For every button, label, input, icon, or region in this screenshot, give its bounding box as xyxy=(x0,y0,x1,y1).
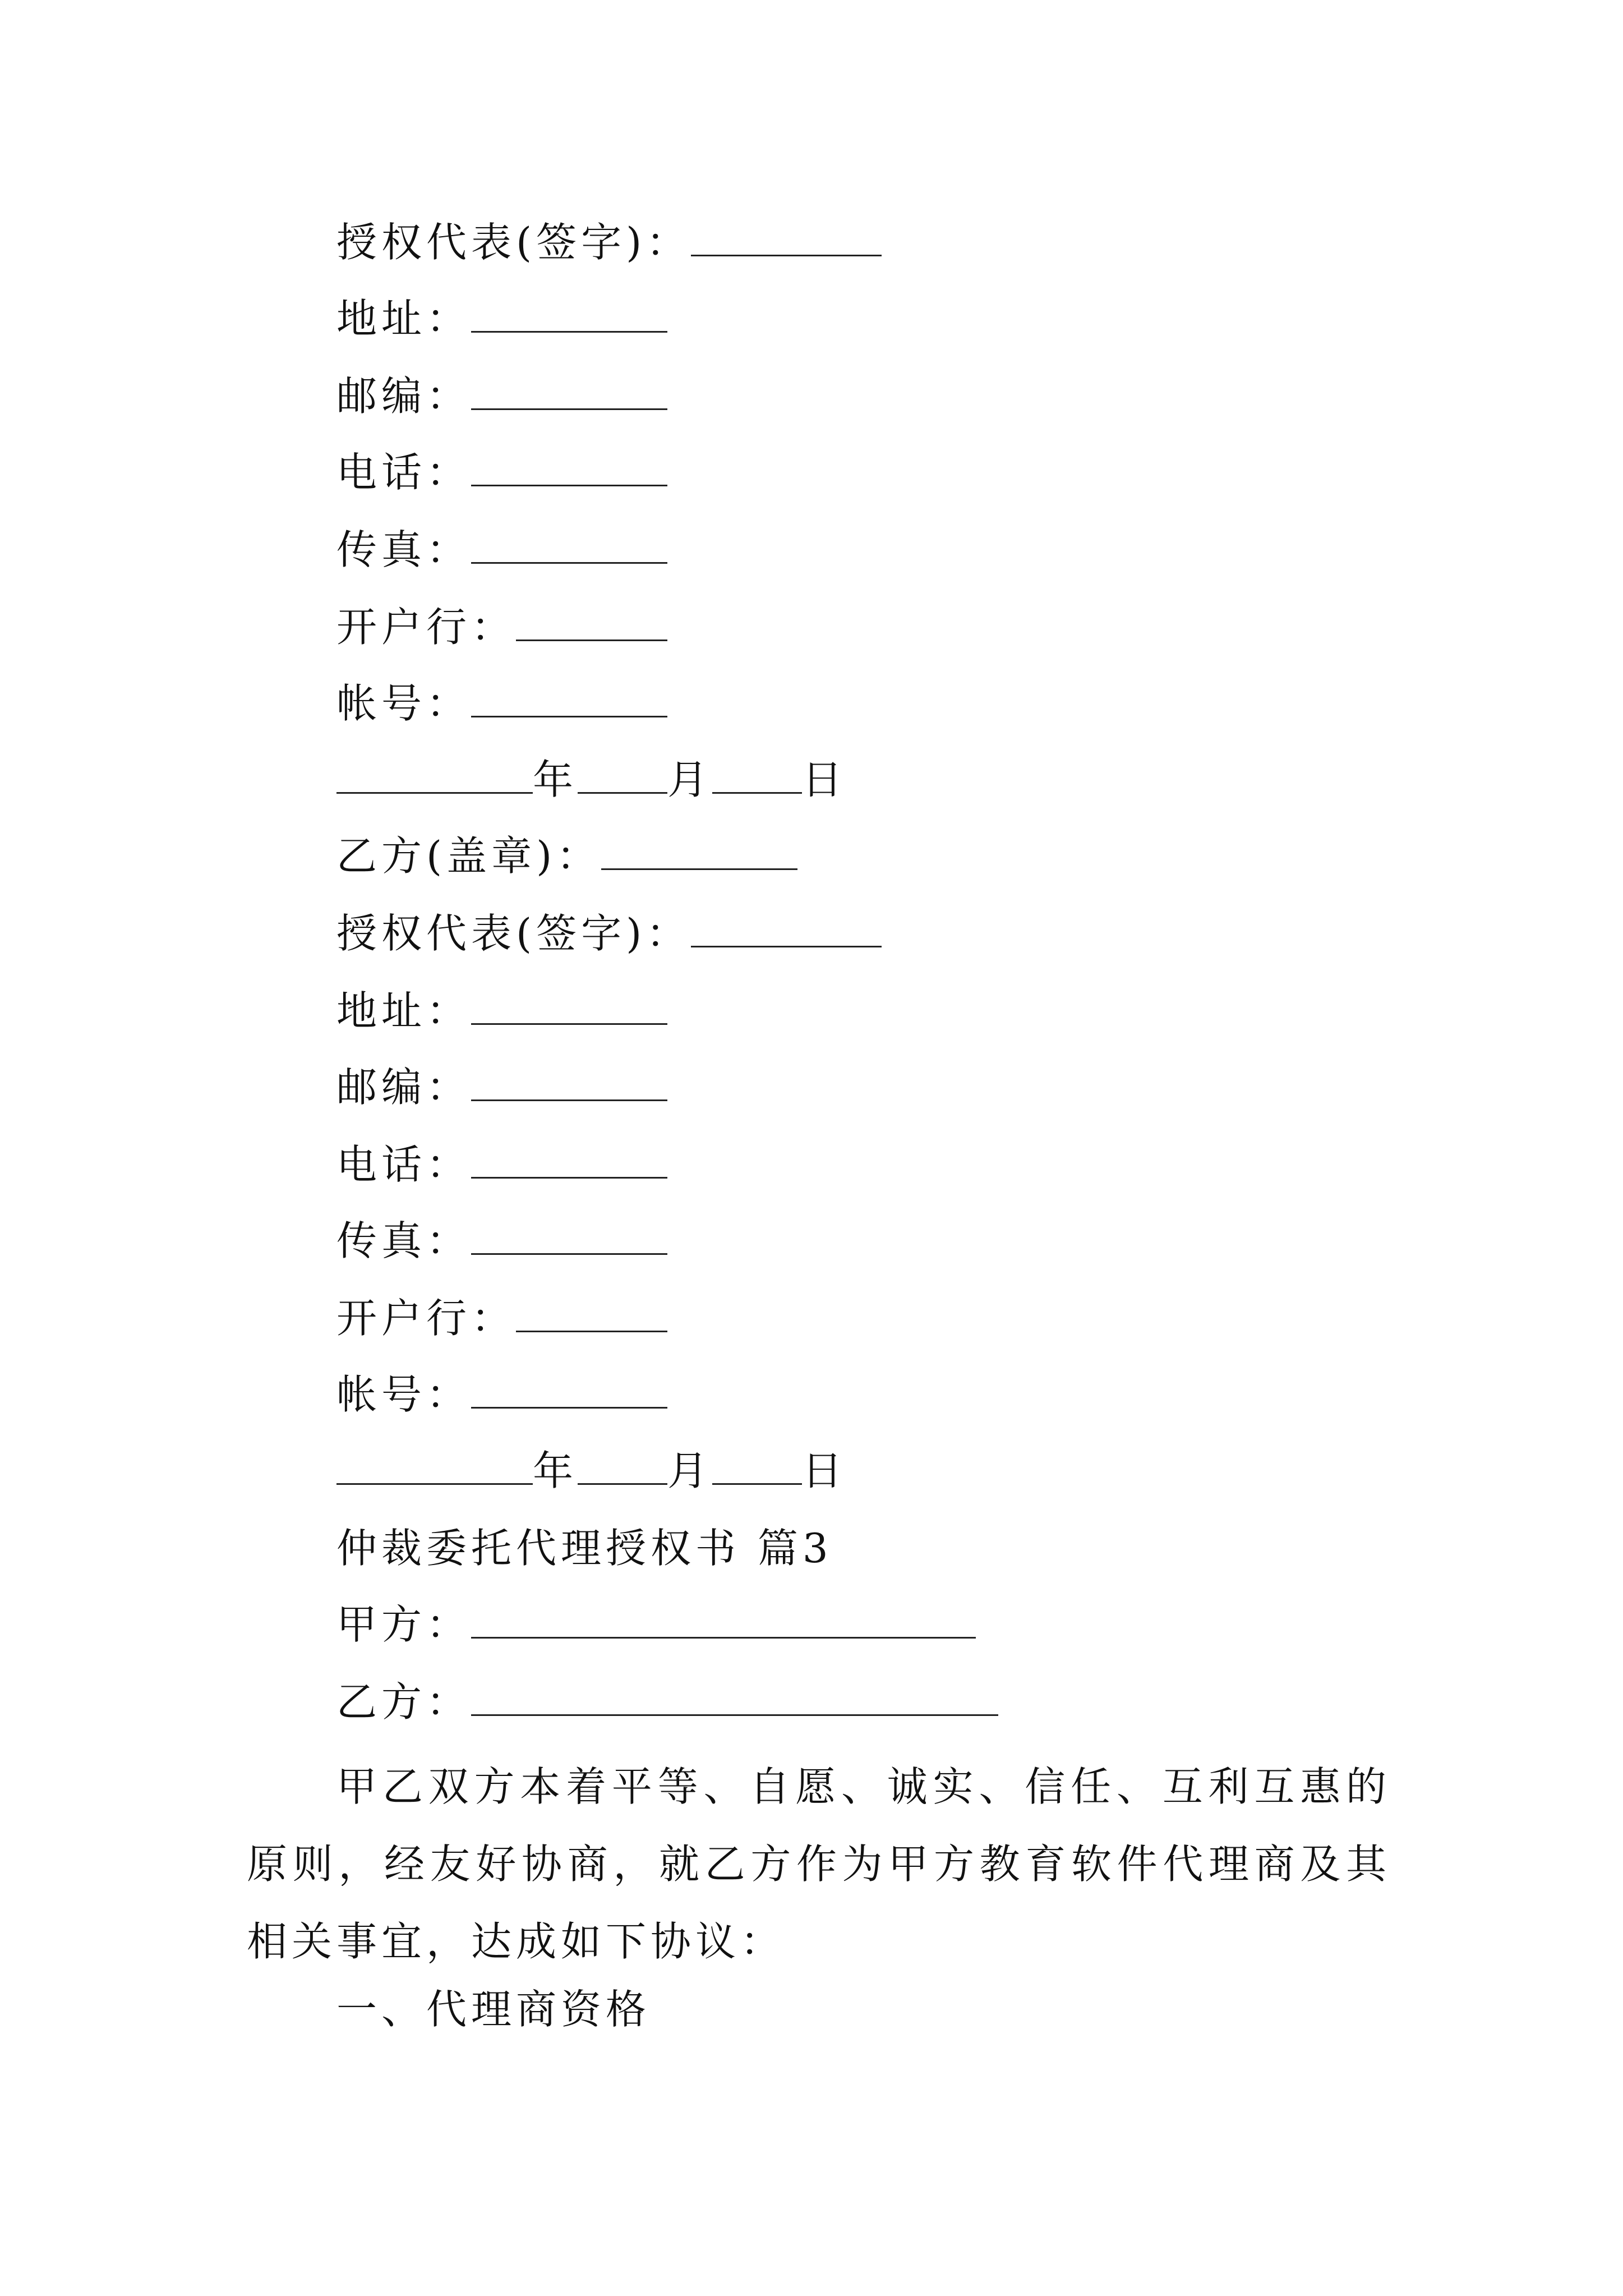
party-a-line xyxy=(336,1596,976,1653)
bank-blank xyxy=(516,602,667,641)
postcode-line-b xyxy=(336,1059,667,1115)
year-blank xyxy=(336,755,533,794)
month-blank xyxy=(578,1446,667,1485)
fax-blank xyxy=(471,1216,667,1255)
fax-line-b xyxy=(336,1213,667,1269)
party-b-line xyxy=(336,1674,998,1730)
address-label: 地址： xyxy=(336,295,472,342)
account-label: 帐号： xyxy=(336,1371,472,1418)
intro-paragraph: 甲乙双方本着平等、自愿、诚实、信任、互利互惠的原则，经友好协商，就乙方作为甲方教育软件代理商及其相关事宜，达成如下协议： xyxy=(247,1763,1391,1965)
account-blank xyxy=(471,1370,667,1409)
account-line-a xyxy=(336,675,667,731)
party-b-label: 乙方： xyxy=(336,1678,472,1726)
section-title-text: 仲裁委托代理授权书 篇3 xyxy=(336,1525,833,1572)
seal-blank xyxy=(601,831,797,870)
year-label: 年 xyxy=(533,1447,578,1494)
postcode-line-a xyxy=(336,368,667,424)
account-blank xyxy=(471,679,667,717)
address-blank xyxy=(471,294,667,333)
seal-label: 乙方(盖章)： xyxy=(336,832,602,880)
account-label: 帐号： xyxy=(336,680,472,727)
fax-label: 传真： xyxy=(336,1217,472,1264)
bank-label: 开户行： xyxy=(336,1295,517,1342)
bank-blank xyxy=(516,1294,667,1332)
signature-blank xyxy=(691,909,882,947)
day-label: 日 xyxy=(802,756,847,803)
postcode-label: 邮编： xyxy=(336,1064,472,1111)
phone-label: 电话： xyxy=(336,449,472,496)
phone-blank xyxy=(471,448,667,486)
address-line-b xyxy=(336,983,667,1039)
date-line-b xyxy=(336,1443,847,1499)
address-blank xyxy=(471,986,667,1025)
fax-label: 传真： xyxy=(336,526,472,573)
month-blank xyxy=(578,755,667,794)
section-title xyxy=(336,1520,833,1576)
auth-rep-line-b xyxy=(336,905,882,961)
heading-text: 一、代理商资格 xyxy=(336,1986,651,2033)
day-blank xyxy=(712,755,802,794)
day-label: 日 xyxy=(802,1447,847,1494)
bank-line-a xyxy=(336,599,667,655)
phone-blank xyxy=(471,1140,667,1179)
phone-label: 电话： xyxy=(336,1141,472,1188)
date-line-a xyxy=(336,752,847,808)
auth-rep-label: 授权代表(签字)： xyxy=(336,910,691,957)
address-line-a xyxy=(336,291,667,347)
phone-line-a xyxy=(336,444,667,500)
heading-agent-qualification xyxy=(336,1981,651,2037)
postcode-label: 邮编： xyxy=(336,372,472,420)
party-a-label: 甲方： xyxy=(336,1601,472,1648)
party-a-blank xyxy=(471,1600,976,1639)
postcode-blank xyxy=(471,1062,667,1101)
bank-label: 开户行： xyxy=(336,604,517,651)
month-label: 月 xyxy=(667,1447,713,1494)
signature-blank xyxy=(691,218,882,256)
fax-blank xyxy=(471,525,667,564)
account-line-b xyxy=(336,1366,667,1423)
fax-line-a xyxy=(336,522,667,578)
party-b-blank xyxy=(471,1677,998,1716)
month-label: 月 xyxy=(667,756,713,803)
seal-line-b xyxy=(336,828,797,884)
day-blank xyxy=(712,1446,802,1485)
year-blank xyxy=(336,1446,533,1485)
phone-line-b xyxy=(336,1137,667,1193)
bank-line-b xyxy=(336,1290,667,1346)
auth-rep-line-a xyxy=(336,214,882,270)
postcode-blank xyxy=(471,371,667,410)
auth-rep-label: 授权代表(签字)： xyxy=(336,219,691,266)
year-label: 年 xyxy=(533,756,578,803)
address-label: 地址： xyxy=(336,987,472,1034)
